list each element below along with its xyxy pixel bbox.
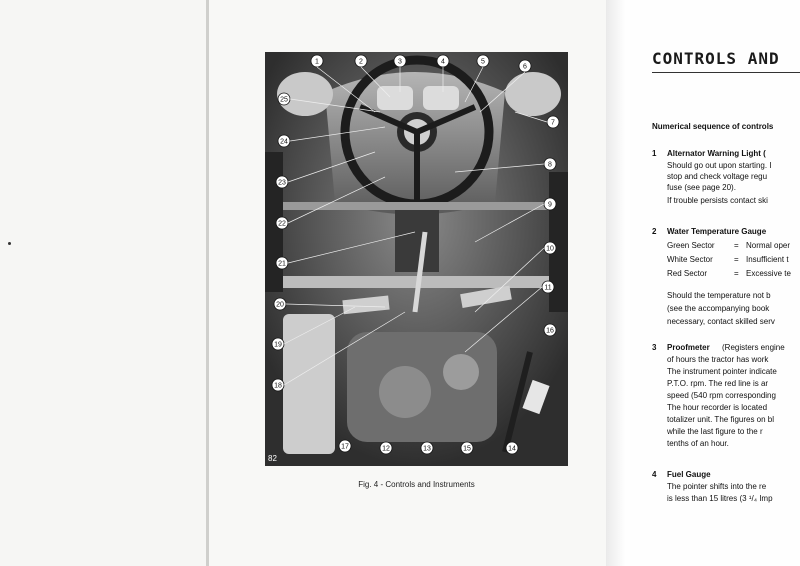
callout-8: [544, 158, 556, 170]
item-2-heading: Water Temperature Gauge: [667, 227, 767, 236]
gauge-sector-sep: =: [734, 255, 739, 264]
section-subtitle: Numerical sequence of controls: [652, 122, 774, 131]
item-3-line: while the last figure to the r: [667, 427, 763, 436]
callout-2: [355, 55, 367, 67]
callout-label: 25: [280, 96, 288, 104]
callout-6: [519, 60, 531, 72]
item-4-line: is less than 15 litres (3 ¹/₄ Imp: [667, 494, 773, 503]
page-title: CONTROLS AND: [652, 49, 780, 68]
callout-12: [380, 442, 392, 454]
item-1-line: stop and check voltage regu: [667, 172, 768, 181]
callout-4: [437, 55, 449, 67]
item-2-line: Should the temperature not b: [667, 291, 771, 300]
callout-11: [542, 281, 554, 293]
callout-label: 2: [359, 58, 363, 66]
item-3-number: 3: [652, 343, 657, 352]
callout-21: [276, 257, 288, 269]
callout-label: 6: [523, 63, 527, 71]
callout-label: 11: [544, 284, 552, 292]
callout-13: [421, 442, 433, 454]
callout-label: 18: [274, 382, 282, 390]
callout-label: 4: [441, 58, 445, 66]
callout-23: [276, 176, 288, 188]
item-4-heading: Fuel Gauge: [667, 470, 711, 479]
callout-label: 15: [463, 445, 471, 453]
figure-corner-code: 82: [268, 454, 277, 463]
callout-19: [272, 338, 284, 350]
title-rule: [652, 72, 800, 73]
callout-label: 19: [274, 341, 282, 349]
item-4-number: 4: [652, 470, 657, 479]
callout-label: 1: [315, 58, 319, 66]
callout-label: 14: [508, 445, 516, 453]
figure-caption: Fig. 4 - Controls and Instruments: [358, 480, 475, 489]
item-1-heading: Alternator Warning Light (: [667, 149, 766, 158]
gauge-sector-value: Excessive te: [746, 269, 791, 278]
callout-5: [477, 55, 489, 67]
item-3-line: speed (540 rpm corresponding: [667, 391, 776, 400]
callout-14: [506, 442, 518, 454]
item-3-line: of hours the tractor has work: [667, 355, 769, 364]
callout-label: 22: [278, 220, 286, 228]
callout-25: [278, 93, 290, 105]
callout-label: 13: [423, 445, 431, 453]
item-1-number: 1: [652, 149, 657, 158]
item-1-line: fuse (see page 20).: [667, 183, 736, 192]
callout-label: 21: [278, 260, 286, 268]
callout-17: [339, 440, 351, 452]
item-1-line: If trouble persists contact ski: [667, 196, 768, 205]
callout-20: [274, 298, 286, 310]
item-2-line: (see the accompanying book: [667, 304, 770, 313]
item-3-line: tenths of an hour.: [667, 439, 729, 448]
callout-3: [394, 55, 406, 67]
callout-9: [544, 198, 556, 210]
callout-label: 8: [548, 161, 552, 169]
callout-label: 17: [341, 443, 349, 451]
page-speck: [8, 242, 11, 245]
item-1-line: Should go out upon starting. I: [667, 161, 772, 170]
tractor-controls-illustration: [265, 52, 568, 466]
item-3-line: totalizer unit. The figures on bl: [667, 415, 775, 424]
gauge-sector-label: Green Sector: [667, 241, 715, 250]
callout-16: [544, 324, 556, 336]
callout-10: [544, 242, 556, 254]
callout-label: 10: [546, 245, 554, 253]
callout-label: 3: [398, 58, 402, 66]
gauge-sector-value: Insufficient t: [746, 255, 789, 264]
callout-label: 20: [276, 301, 284, 309]
item-3-heading-note: (Registers engine: [722, 343, 785, 352]
item-3-line: The hour recorder is located: [667, 403, 768, 412]
callout-18: [272, 379, 284, 391]
controls-photo: [265, 52, 568, 466]
callout-15: [461, 442, 473, 454]
item-3-line: The instrument pointer indicate: [667, 367, 777, 376]
callout-label: 23: [278, 179, 286, 187]
callout-1: [311, 55, 323, 67]
gauge-sector-label: White Sector: [667, 255, 713, 264]
item-4-line: The pointer shifts into the re: [667, 482, 767, 491]
left-blank-page: [0, 0, 208, 566]
item-2-line: necessary, contact skilled serv: [667, 317, 775, 326]
callout-label: 16: [546, 327, 554, 335]
callout-24: [278, 135, 290, 147]
callout-22: [276, 217, 288, 229]
gauge-sector-label: Red Sector: [667, 269, 708, 278]
callout-label: 5: [481, 58, 485, 66]
item-3-line: P.T.O. rpm. The red line is ar: [667, 379, 769, 388]
gauge-sector-sep: =: [734, 241, 739, 250]
callout-label: 9: [548, 201, 552, 209]
callout-7: [547, 116, 559, 128]
item-2-number: 2: [652, 227, 657, 236]
callout-label: 24: [280, 138, 288, 146]
gauge-sector-value: Normal oper: [746, 241, 791, 250]
callout-label: 12: [382, 445, 390, 453]
gauge-sector-sep: =: [734, 269, 739, 278]
item-3-heading: Proofmeter: [667, 343, 710, 352]
callout-label: 7: [551, 119, 555, 127]
